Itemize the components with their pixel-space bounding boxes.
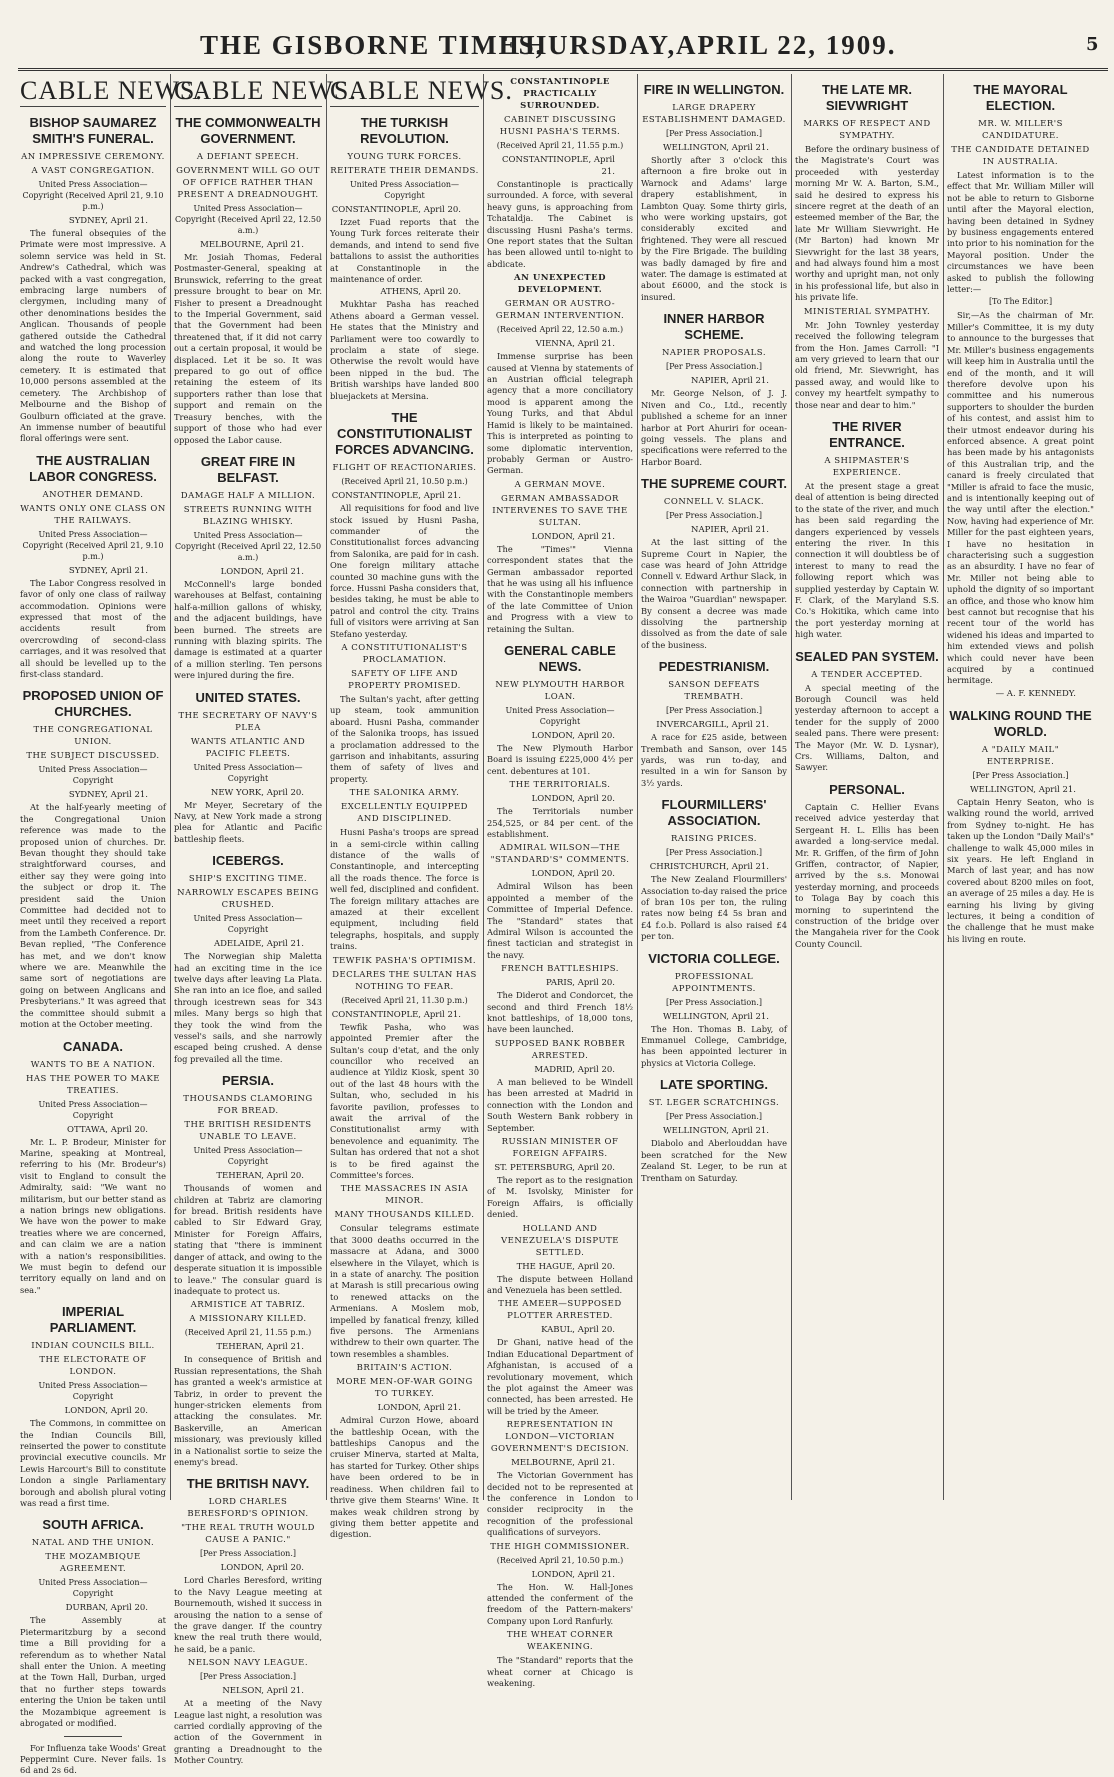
section-masthead: CABLE NEWS. bbox=[20, 76, 203, 105]
press-credit: United Press Association—Copyright bbox=[193, 762, 303, 783]
dateline: CHRISTCHURCH, April 21. bbox=[649, 862, 769, 873]
dateline: LONDON, April 21. bbox=[377, 1403, 461, 1414]
headline: CANADA. bbox=[63, 1038, 123, 1054]
article-body: Captain C. Hellier Evans received advice yesterday that Sergeant H. L. Ellis has been awarded a long-service medal. Mr. R. Griffen, of the firm of John Griffen, contractor, of Napier, arrived by the s.s. Monowai yesterday morning, and proceeds to Tolaga Bay by coach this morning to superintend the construction of the bridge over the Mangaheia river for the Cook County Council. bbox=[795, 801, 939, 949]
subheading: A DEFIANT SPEECH. bbox=[196, 152, 300, 162]
press-credit: [Per Press Association.] bbox=[666, 362, 762, 372]
dateline: ATHENS, April 20. bbox=[380, 287, 461, 298]
subheading: NATAL AND THE UNION. bbox=[31, 1538, 155, 1549]
subheading: LORD CHARLES BERESFORD'S OPINION. bbox=[187, 1497, 309, 1520]
subheading: HAS THE POWER TO MAKE TREATIES. bbox=[25, 1073, 161, 1096]
article-body: Consular telegrams estimate that 3000 deaths occurred in the massacre at Adana, and 3000 elsewhere in the Vilayet, which is in a state of anarchy. The position at Marash is still precarious owing to renewed attacks on the Armenians. A Moslem mob, impelled by fanatical frenzy, killed five persons. The Armenians withdrew to their own quarter. The town resembles a shambles. bbox=[330, 1223, 479, 1359]
headline: THE SUPREME COURT. bbox=[641, 476, 787, 492]
dateline: SYDNEY, April 21. bbox=[68, 216, 148, 226]
dateline: PARIS, April 20. bbox=[545, 978, 615, 989]
article-body: The Assembly at Pietermaritzburg by a second time a Bill providing for a referendum as to whether Natal shall enter the Union. A meeting at the Town Hall, Durban, urged that no further steps towards entering the Union be taken until the Mozambique agreement is abrogated or modified. bbox=[20, 1615, 166, 1729]
subheading: NELSON NAVY LEAGUE. bbox=[187, 1658, 309, 1669]
article-body: All requisitions for food and live stock issued by Husni Pasha, commander of the Constitutionalist forces advancing from Salonika, are paid for in cash. One foreign military attache counted 30 machine guns with the force. Hussni Pasha considers that, besides taking, he must be able to patrol and control the city. Trains full of visitors were arriving at San Stefano yesterday. bbox=[330, 503, 479, 639]
divider-rule bbox=[64, 1736, 122, 1737]
press-credit: United Press Association—Copyright (Received April 22, 12.50 a.m.) bbox=[174, 530, 322, 562]
section-masthead: CABLE NEWS. bbox=[174, 76, 357, 105]
press-credit: [Per Press Association.] bbox=[200, 1672, 296, 1682]
headline: FLOURMILLERS' ASSOCIATION. bbox=[661, 797, 767, 829]
subheading: THE BRITISH RESIDENTS UNABLE TO LEAVE. bbox=[184, 1120, 312, 1143]
subheading: A SHIPMASTER'S EXPERIENCE. bbox=[824, 455, 910, 478]
letter-body: Sir,—As the chairman of Mr. Miller's Committee, it is my duty to announce to the burgesses that Mr. Miller's business engagements will keep him in Australia until the end of the month, and it will therefore devolve upon his committee and his numerous supporters to shoulder the burden of his contest, and assist him to their utmost endeavor during his enforced absence. A great point has been made by his antagonists of this Australian trip, and the canard is freely circulated that "Miller is afraid to face the music, and is intentionally keeping out of the way until after the election." Now, having had experience of Mr. Miller for the past eighteen years, I have no hesitation in characterising such a suggestion as an absurdity. I have no fear of Mr. Miller not being able to uphold the dignity of so important an office, and those who know him best cannot but recognise that his recent tour of the world has widened his ideas and imparted to him extended views and polish which could never have been acquired by a continued hermitage. bbox=[947, 310, 1094, 686]
subheading: MR. W. MILLER'S CANDIDATURE. bbox=[978, 119, 1063, 141]
subheading: NARROWLY ESCAPES BEING CRUSHED. bbox=[177, 888, 319, 911]
article-body: The Commons, in committee on the Indian Councils Bill, reinserted the power to constitute provincial executive councils. Mr Lewis Harcourt's Bill to constitute London a single Parliamentary borough and abolish plural voting was read a first time. bbox=[20, 1418, 166, 1509]
headline: PEDESTRIANISM. bbox=[658, 659, 770, 675]
article-body: At the present stage a great deal of attention is being directed to the state of the river, and much has been said regarding the dangers experienced by vessels entering the river. In this connection it will doubtless be of interest to many to read the following report which was supplied yesterday by Captain W. F. Clark, of the Maryland S.S. Co.'s Hokitika, which came into the port yesterday morning at high water. bbox=[795, 480, 939, 640]
subheading: SUPPOSED BANK ROBBER ARRESTED. bbox=[494, 1038, 626, 1061]
headline: THE AUSTRALIAN LABOR CONGRESS. bbox=[29, 452, 157, 484]
headline: ICEBERGS. bbox=[212, 853, 284, 869]
article-body: At the half-yearly meeting of the Congregational Union reference was made to the proposed union of churches. Dr. Bevan thought they should take straightforward courses, and either say they were going into the subject or drop it. The president said the Union Committee had decided not to meet until they received a report from the Lambeth Conference. Dr. Bevan replied, "The Conference has met, and we don't know where we are. Meanwhile the same sort of negotiations are going on between Anglicans and Presbyterians." It was agreed that the committee should submit a motion at the October meeting. bbox=[20, 802, 166, 1030]
dateline: WELLINGTON, April 21. bbox=[662, 1011, 769, 1022]
dateline: NEW YORK, April 20. bbox=[210, 787, 304, 798]
headline: WALKING ROUND THE WORLD. bbox=[949, 707, 1092, 739]
subheading: MORE MEN-OF-WAR GOING TO TURKEY. bbox=[336, 1377, 473, 1400]
headline: UNITED STATES. bbox=[195, 689, 301, 705]
subheading: ANOTHER DEMAND. bbox=[42, 489, 144, 500]
press-credit: United Press Association—Copyright (Received April 21, 9.10 p.m.) bbox=[22, 529, 164, 561]
subheading: NEW PLYMOUTH HARBOR LOAN. bbox=[495, 679, 625, 702]
press-credit: United Press Association—Copyright bbox=[38, 1578, 148, 1599]
article-body: Dr Ghani, native head of the Indian Educational Department of Afghanistan, is accused of a revolutionary movement, which the plot against the Ameer was connected, has been arrested. He will be tried by the Ameer. bbox=[487, 1337, 633, 1416]
column-4 bbox=[485, 74, 635, 1689]
dateline: TEHERAN, April 20. bbox=[216, 1171, 304, 1182]
subheading: LARGE DRAPERY ESTABLISHMENT DAMAGED. bbox=[642, 103, 786, 125]
article-body: In consequence of British and Russian representations, the Shah has granted a week's armistice at Tabriz, in order to prevent the hunger-stricken elements from attacking the consulates. Mr. Baskerville, an American missionary, was previously killed in a Nationalist sortie to seize the enemy's bread. bbox=[174, 1354, 322, 1467]
subheading: A MISSIONARY KILLED. bbox=[189, 1314, 307, 1325]
article-body: The Norwegian ship Maletta had an exciting time in the ice twelve days after leaving La Plata. She ran into an ice floe, and sailed through icestrewn seas for 343 miles. Many bergs so high that they took the wind from the vessel's sails, and she narrowly escaped being crushed. A dense fog prevailed all the time. bbox=[174, 951, 322, 1064]
dateline: WELLINGTON, April 21. bbox=[662, 1126, 769, 1137]
article-body: The Labor Congress resolved in favor of only one class of railway accommodation. Opinions were expressed that most of the accidents result from overcrowding of second-class carriages, and it was resolved that all should be levelled up to the first-class standard. bbox=[20, 577, 166, 679]
dateline: WELLINGTON, April 21. bbox=[662, 143, 769, 153]
press-credit: [Per Press Association.] bbox=[666, 997, 762, 1007]
column-7 bbox=[945, 74, 1096, 1500]
headline: PROPOSED UNION OF CHURCHES. bbox=[22, 688, 164, 720]
letter-signature: — A. F. KENNEDY. bbox=[995, 688, 1076, 699]
subheading: STREETS RUNNING WITH BLAZING WHISKY. bbox=[183, 504, 313, 527]
column-divider bbox=[637, 74, 638, 1500]
subheading: A CONSTITUTIONALIST'S PROCLAMATION. bbox=[341, 642, 468, 665]
subheading: SAFETY OF LIFE AND PROPERTY PROMISED. bbox=[348, 668, 461, 691]
article-body: Shortly after 3 o'clock this afternoon a fire broke out in Warnock and Adams' large drapery establishment, in Lambton Quay. Some thirty girls, who were working upstairs, got considerably excited and frightened. They were all rescued by the Fire Brigade. The building was badly damaged by fire and water. The damage is estimated at about £6000, and the stock is insured. bbox=[641, 155, 787, 302]
article-body: The Hon. W. Hall-Jones attended the conferment of the freedom of the Pattern-makers' Company upon Lord Ranfurly. bbox=[487, 1581, 633, 1626]
press-credit: [Per Press Association.] bbox=[666, 1112, 762, 1122]
subheading: THE MOZAMBIQUE AGREEMENT. bbox=[45, 1552, 141, 1575]
dateline: CONSTANTINOPLE, April 20. bbox=[331, 205, 461, 215]
subheading: DECLARES THE SULTAN HAS NOTHING TO FEAR. bbox=[332, 969, 477, 992]
subheading: BRITAIN'S ACTION. bbox=[356, 1363, 453, 1374]
dateline: VIENNA, April 21. bbox=[535, 339, 615, 350]
section-masthead: CABLE NEWS. bbox=[330, 76, 513, 105]
dateline: CONSTANTINOPLE, April 21. bbox=[331, 491, 461, 502]
article-body: Constantinople is practically surrounded. A force, with several heavy guns, is approaching from Tchataldja. The Cabinet is discussing Husni Pasha's terms. One report states that the Sultan has been allowed until to-night to abdicate. bbox=[487, 179, 633, 269]
subheading: FLIGHT OF REACTIONARIES. bbox=[332, 463, 477, 474]
issue-day: THURSDAY, bbox=[505, 30, 677, 60]
press-credit: United Press Association—Copyright bbox=[505, 705, 615, 726]
column-divider bbox=[483, 74, 484, 1500]
dateline: OTTAWA, April 20. bbox=[67, 1124, 148, 1135]
subheading: SHIP'S EXCITING TIME. bbox=[188, 874, 308, 885]
letter-heading: [To The Editor.] bbox=[988, 297, 1053, 307]
subheading: GERMAN OR AUSTRO-GERMAN INTERVENTION. bbox=[495, 299, 625, 322]
press-credit: United Press Association—Copyright (Received April 22, 12.50 a.m.) bbox=[174, 204, 322, 235]
subheading: INDIAN COUNCILS BILL. bbox=[31, 1341, 155, 1352]
press-credit: (Received April 21, 10.50 p.m.) bbox=[341, 477, 468, 487]
subheading: NAPIER PROPOSALS. bbox=[661, 348, 767, 359]
dateline: NAPIER, April 21. bbox=[691, 525, 769, 536]
article-body: Latest information is to the effect that Mr. William Miller will not be able to return to Gisborne until after the Mayoral election, having been detained in Sydney by business engagements entered into prior to his nomination for the Mayoral position. Under the circumstances we have been asked to publish the following letter:— bbox=[947, 170, 1094, 295]
subheading: THE AMEER—SUPPOSED PLOTTER ARRESTED. bbox=[498, 1299, 622, 1322]
subheading: SANSON DEFEATS TREMBATH. bbox=[668, 680, 760, 703]
subheading: MINISTERIAL SYMPATHY. bbox=[803, 306, 931, 317]
subheading: ADMIRAL WILSON—THE "STANDARD'S" COMMENTS. bbox=[490, 843, 630, 866]
article-body: The funeral obsequies of the Primate were most impressive. A solemn service was held in St. Andrew's Cathedral, which was packed with a vast congregation, embracing large numbers of clergymen, including many of other denominations besides the Anglican. Thousands of people gathered outside the Cathedral and watched the long procession along the route to Waverley cemetery. It is estimated that 10,000 persons assembled at the cemetery. The Archbishop of Melbourne and the Bishop of Goulburn officiated at the grave. An immense number of beautiful floral offerings were sent. bbox=[20, 228, 166, 444]
masthead bbox=[0, 30, 1114, 70]
subheading: ST. LEGER SCRATCHINGS. bbox=[648, 1098, 780, 1109]
subheading: THE WHEAT CORNER WEAKENING. bbox=[506, 1630, 614, 1653]
article-body: Mr. George Nelson, of J. J. Niven and Co., Ltd., recently published a scheme for an inner harbor at Port Ahuriri for ocean-going vessels. The plans and specifications were referred to the Harbor Board. bbox=[641, 388, 787, 467]
dateline: WELLINGTON, April 21. bbox=[969, 784, 1076, 795]
subheading: A VAST CONGREGATION. bbox=[31, 166, 155, 176]
headline: THE TURKISH REVOLUTION. bbox=[360, 115, 449, 146]
subheading: TEWFIK PASHA'S OPTIMISM. bbox=[332, 955, 477, 966]
press-credit: (Received April 22, 12.50 a.m.) bbox=[496, 325, 624, 335]
article-body: Tewfik Pasha, who was appointed Premier after the Sultan's coup d'etat, and the only councillor who received an audience at Yildiz Kiosk, spent 30 out of the last 48 hours with the Sultan, who, secluded in his favorite pavilion, professes to await the arrival of the Constitutionalist army with benevolence and equanimity. The Sultan has ordered that not a shot is to be fired against the Committee's forces. bbox=[330, 1021, 479, 1180]
headline: GREAT FIRE IN BELFAST. bbox=[200, 453, 296, 485]
subheading: THE CONGREGATIONAL UNION. bbox=[33, 725, 153, 748]
issue-date: APRIL 22, 1909. bbox=[676, 30, 897, 60]
subheading: A "DAILY MAIL" ENTERPRISE. bbox=[981, 744, 1060, 767]
press-credit: [Per Press Association.] bbox=[666, 848, 762, 858]
subheading: AN UNEXPECTED DEVELOPMENT. bbox=[514, 273, 606, 296]
subheading: THE TERRITORIALS. bbox=[509, 780, 611, 791]
subheading: WANTS TO BE A NATION. bbox=[30, 1059, 156, 1070]
dateline: LONDON, April 21. bbox=[220, 566, 304, 577]
article-body: Mukhtar Pasha has reached Athens aboard a German vessel. He states that the Ministry and Parliament were too cowardly to proclaim a state of siege. Otherwise the revolt would have been nipped in the bud. The British warships have landed 800 bluejackets at Mersina. bbox=[330, 299, 479, 401]
article-body: The New Plymouth Harbor Board is issuing £225,000 4½ per cent. debentures at 101. bbox=[487, 742, 633, 776]
dateline: NAPIER, April 21. bbox=[691, 376, 769, 387]
page-number: 5 bbox=[1086, 34, 1099, 55]
article-body: At a meeting of the Navy League last night, a resolution was carried cordially approving of the action of the Government in granting a Dreadnought to the Mother Country. bbox=[174, 1698, 322, 1766]
headline: SOUTH AFRICA. bbox=[42, 1517, 144, 1533]
column-divider bbox=[326, 74, 327, 1500]
dateline: LONDON, April 20. bbox=[220, 1563, 304, 1574]
subheading: THOUSANDS CLAMORING FOR BREAD. bbox=[183, 1094, 313, 1117]
subheading: REITERATE THEIR DEMANDS. bbox=[330, 166, 479, 176]
dateline: SYDNEY, April 21. bbox=[68, 565, 148, 576]
dateline: MELBOURNE, April 21. bbox=[200, 240, 304, 250]
subheading: THE SALONIKA ARMY. bbox=[349, 788, 460, 799]
article-body: The Sultan's yacht, after getting up steam, took ammunition aboard. Husni Pasha, commander of the Salonika troops, has issued a proclamation addressed to the garrison and inhabitants, assuring them of safety of lives and property. bbox=[330, 693, 479, 784]
headline: VICTORIA COLLEGE. bbox=[648, 950, 780, 966]
article-body: The Diderot and Condorcet, the second and third French 18½ knot battleships, of 18,000 tons, have been launched. bbox=[487, 990, 633, 1035]
column-divider bbox=[943, 74, 944, 1500]
article-body: Diabolo and Aberlouddan have been scratched for the New Zealand St. Leger, to be run at Trentham on Saturday. bbox=[641, 1138, 787, 1183]
column-divider bbox=[170, 74, 171, 1500]
headline: LATE SPORTING. bbox=[659, 1077, 769, 1093]
press-credit: United Press Association—Copyright bbox=[38, 1099, 148, 1120]
article-body: The report as to the resignation of M. Isvolsky, Minister for Foreign Affairs, is officially denied. bbox=[487, 1174, 633, 1220]
headline: PERSIA. bbox=[221, 1073, 274, 1089]
dateline: ST. PETERSBURG, April 20. bbox=[494, 1162, 615, 1173]
article-body: McConnell's large bonded warehouses at Belfast, containing half-a-million gallons of whisky, and the adjacent buildings, have been burned. The streets are running with blazing spirits. The damage is estimated at a quarter of a million sterling. Ten persons were injured during the fire. bbox=[174, 578, 322, 681]
press-credit: United Press Association—Copyright (Received April 21, 9.10 p.m.) bbox=[22, 180, 164, 211]
subheading: REPRESENTATION IN LONDON—VICTORIAN GOVERNMENT'S DECISION. bbox=[490, 1420, 630, 1455]
newspaper-title: THE GISBORNE TIMES, bbox=[200, 30, 545, 60]
press-credit: United Press Association—Copyright bbox=[193, 914, 303, 935]
subheading: GERMAN AMBASSADOR INTERVENES TO SAVE THE SULTAN. bbox=[492, 493, 628, 528]
press-credit: United Press Association—Copyright bbox=[193, 1146, 303, 1167]
article-body: The "Standard" reports that the wheat corner at Chicago is weakening. bbox=[487, 1655, 633, 1689]
article-body: The Victorian Government has decided not to be represented at the conference in London to consider reciprocity in the recognition of the professional qualifications of surveyors. bbox=[487, 1470, 633, 1538]
dateline: NELSON, April 21. bbox=[222, 1686, 304, 1697]
subheading: EXCELLENTLY EQUIPPED AND DISCIPLINED. bbox=[341, 802, 468, 825]
article-body: Admiral Wilson has been appointed a member of the Committee of Imperial Defence. The "Standard" states that Admiral Wilson is accounted the finest tactician and strategist in the navy. bbox=[487, 881, 633, 960]
article-body: A man believed to be Windell has been arrested at Madrid in connection with the London and South Western Bank robbery in September. bbox=[487, 1076, 633, 1133]
subheading: MARKS OF RESPECT AND SYMPATHY. bbox=[803, 119, 931, 141]
article-body: The New Zealand Flourmillers' Association to-day raised the price of bran 10s per ton, the ruling rates now being £4 5s bran and £4 f.o.b. Pollard is also raised £4 per ton. bbox=[641, 874, 787, 942]
dateline: LONDON, April 20. bbox=[531, 730, 615, 741]
dateline: MADRID, April 20. bbox=[534, 1064, 615, 1075]
press-credit: [Per Press Association.] bbox=[666, 129, 762, 138]
column-3 bbox=[328, 74, 513, 1540]
subheading: HOLLAND AND VENEZUELA'S DISPUTE SETTLED. bbox=[500, 1223, 619, 1258]
press-credit: United Press Association—Copyright bbox=[349, 180, 460, 200]
headline: THE MAYORAL ELECTION. bbox=[973, 82, 1068, 113]
press-credit: (Received April 21, 10.50 p.m.) bbox=[496, 1555, 624, 1565]
headline: THE LATE MR. SIEVWRIGHT bbox=[821, 82, 913, 113]
dateline: SYDNEY, April 21. bbox=[68, 790, 148, 801]
headline: THE COMMONWEALTH GOVERNMENT. bbox=[175, 115, 321, 146]
headline: THE BRITISH NAVY. bbox=[186, 1476, 310, 1492]
press-credit: [Per Press Association.] bbox=[200, 1549, 296, 1559]
headline: BISHOP SAUMAREZ SMITH'S FUNERAL. bbox=[29, 115, 157, 146]
subheading: THE CANDIDATE DETAINED IN AUSTRALIA. bbox=[951, 145, 1090, 167]
article-body: Lord Charles Beresford, writing to the Navy League meeting at Bournemouth, wished it success in arousing the nation to a sense of the grave danger. If the country knew the real truth there would, he said, be a panic. bbox=[174, 1575, 322, 1654]
subheading: DAMAGE HALF A MILLION. bbox=[180, 490, 316, 501]
column-divider bbox=[791, 74, 792, 1500]
article-body: Immense surprise has been caused at Vienna by statements of an Austrian official telegraph agency that a more conciliatory mood is apparent among the Young Turks, and that Abdul Hamid is likely to be maintained. This is interpreted as pointing to some diplomatic intervention, probably German or Austro-German. bbox=[487, 351, 633, 476]
article-body: Mr Meyer, Secretary of the Navy, at New York made a strong plea for Atlantic and Pacific battleship fleets. bbox=[174, 799, 322, 844]
subheading: FRENCH BATTLESHIPS. bbox=[501, 964, 619, 975]
subheading: THE MASSACRES IN ASIA MINOR. bbox=[340, 1184, 469, 1207]
dateline: CONSTANTINOPLE, April 21. bbox=[502, 155, 615, 177]
dateline: CONSTANTINOPLE, April 21. bbox=[331, 1009, 461, 1020]
article-body: The Hon. Thomas B. Laby, of Emmanuel College, Cambridge, has been appointed lecturer in physics at Victoria College. bbox=[641, 1023, 787, 1068]
column-5 bbox=[639, 74, 789, 1500]
article-body: The "Times'" Vienna correspondent states that the German ambassador reported that he was using all his influence with the Constantinople members of the late Committee of Union and Progress with a view to retaining the Sultan. bbox=[487, 543, 633, 634]
headline: INNER HARBOR SCHEME. bbox=[663, 311, 765, 343]
subheading: "THE REAL TRUTH WOULD CAUSE A PANIC." bbox=[181, 1523, 315, 1546]
article-body: The dispute between Holland and Venezuela has been settled. bbox=[487, 1273, 633, 1295]
dateline: KABUL, April 20. bbox=[541, 1325, 615, 1336]
subheading: A GERMAN MOVE. bbox=[514, 479, 606, 490]
subheading: GOVERNMENT WILL GO OUT OF OFFICE RATHER THAN PRESENT A DREADNOUGHT. bbox=[176, 166, 320, 200]
headline: SEALED PAN SYSTEM. bbox=[795, 648, 939, 664]
subheading: THE HIGH COMMISSIONER. bbox=[490, 1541, 630, 1552]
headline: FIRE IN WELLINGTON. bbox=[643, 82, 785, 97]
subheading: CONNELL V. SLACK. bbox=[663, 497, 765, 508]
press-credit: [Per Press Association.] bbox=[666, 511, 762, 521]
article-body: At the last sitting of the Supreme Court in Napier, the case was heard of John Attridge Connell v. Edward Arthur Slack, in connection with partnership in the Wairoa "Guardian" newspaper. By consent a decree was made dissolving the partnership dissolved as from the date of sale of the business. bbox=[641, 537, 788, 650]
article-body: Mr. L. P. Brodeur, Minister for Marine, speaking at Montreal, referring to his (Mr. Brodeur's) visit to England to consult the Admiralty, said: "We want no militarism, but our better stand as a nation brings new obligations. We have won the power to make treaties where we are concerned, and can claim we are a nation with a nation's responsibilities. We must begin to defend our territory equally on land and on sea." bbox=[20, 1136, 166, 1295]
press-credit: United Press Association—Copyright bbox=[38, 1381, 148, 1402]
column-2 bbox=[172, 74, 357, 1766]
article-body: Captain Henry Seaton, who is walking round the world, arrived from Sydney to-night. He has taken up the London "Daily Mail's" challenge to walk 45,000 miles in six years. He left England in March of last year, and has now covered about 8200 miles on foot, an average of 25 miles a day. He is earning his living by giving lectures, it being a condition of the challenge that he must make his living en route. bbox=[947, 796, 1095, 944]
article-body: Thousands of women and children at Tabriz are clamoring for bread. British residents have cabled to Sir Edward Gray, Minister for Foreign Affairs, stating that "there is imminent danger of attack, and owing to the desperate situation it is impossible to leave." The consular guard is inadequate to protect us. bbox=[174, 1183, 322, 1296]
headline: GENERAL CABLE NEWS. bbox=[504, 642, 616, 674]
article-body: Mr. Josiah Thomas, Federal Postmaster-General, speaking at Brunswick, referring to the great pressure brought to bear on Mr. Fisher to present a Dreadnought to the Imperial Government, said that the Government had been threatened that, if it did not carry out a certain proposal, it would be displaced. Let it be so. It was prepared to go out of office retaining the esteem of its supporters rather than lose that support and remain on the Treasury benches, with the support of those who had ever opposed the Labor cause. bbox=[174, 252, 322, 445]
subheading: PROFESSIONAL APPOINTMENTS. bbox=[672, 971, 756, 994]
article-body: Admiral Curzon Howe, aboard the battleship Ocean, with the battleships Canopus and the cruiser Minerva, started at Malta, has started for Turkey. Other ships have been ordered to be in readiness. When children fail to thrive give them Stearns' Wine. It makes weak children strong by giving them better appetite and digestion. bbox=[330, 1415, 479, 1540]
dateline: THE HAGUE, April 20. bbox=[516, 1261, 615, 1272]
dateline: TEHERAN, April 21. bbox=[216, 1342, 304, 1353]
subheading: THE SUBJECT DISCUSSED. bbox=[26, 751, 160, 762]
headline: PERSONAL. bbox=[829, 781, 905, 797]
article-body: A race for £25 aside, between Trembath and Sanson, over 145 yards, was run to-day, and resulted in a win for Sanson by 3½ yards. bbox=[641, 732, 787, 788]
subheading: CONSTANTINOPLE PRACTICALLY SURROUNDED. bbox=[510, 77, 610, 111]
subheading: MANY THOUSANDS KILLED. bbox=[334, 1210, 475, 1221]
press-credit: (Received April 21, 11.30 p.m.) bbox=[341, 995, 468, 1005]
subheading: RAISING PRICES. bbox=[671, 834, 757, 845]
press-credit: [Per Press Association.] bbox=[972, 770, 1069, 780]
dateline: LONDON, April 21. bbox=[531, 1569, 615, 1580]
subheading: ARMISTICE AT TABRIZ. bbox=[190, 1300, 306, 1311]
article-body: Husni Pasha's troops are spread in a semi-circle within calling distance of the walls of Constantinople, and intercepting all the roads thence. The force is well fed, disciplined and confident. The foreign military attaches are amazed at their excellent equipment, including field telegraphs, hospitals, and supply trains. bbox=[330, 827, 479, 952]
subheading: A TENDER ACCEPTED. bbox=[811, 669, 923, 680]
subheading: RUSSIAN MINISTER OF FOREIGN AFFAIRS. bbox=[501, 1136, 619, 1159]
press-credit: (Received April 21, 11.55 p.m.) bbox=[496, 141, 624, 150]
dateline: LONDON, April 20. bbox=[531, 869, 615, 880]
subheading: WANTS ATLANTIC AND PACIFIC FLEETS. bbox=[190, 736, 306, 759]
headline: THE CONSTITUTIONALIST FORCES ADVANCING. bbox=[335, 410, 474, 458]
press-credit: (Received April 21, 11.55 p.m.) bbox=[184, 1328, 312, 1338]
column-1 bbox=[18, 74, 203, 1776]
advertisement: For Influenza take Woods' Great Peppermint Cure. Never fails. 1s 6d and 2s 6d. bbox=[20, 1742, 166, 1776]
dateline: ADELAIDE, April 21. bbox=[213, 939, 304, 950]
press-credit: [Per Press Association.] bbox=[666, 706, 762, 716]
headline: IMPERIAL PARLIAMENT. bbox=[49, 1304, 137, 1336]
dateline: LONDON, April 20. bbox=[64, 1406, 148, 1417]
article-body: Before the ordinary business of the Magistrate's Court was proceeded with yesterday morning Mr W. A. Barton, S.M., said he desired to express his sincere regret at the death of an esteemed member of the Bar, the late Mr William Sievwright. He (Mr Barton) had known Mr Sievwright for the last 38 years, and had always found him a most worthy and upright man, not only in his professional life, but also in his private life. bbox=[795, 144, 939, 303]
column-6 bbox=[793, 74, 941, 1500]
article-body: A special meeting of the Borough Council was held yesterday afternoon to accept a tender for the supply of 2000 sealed pans. There were present: The Mayor (Mr. W. D. Lysnar), Crs. Williams, Dalton, and Sawyer. bbox=[795, 682, 939, 773]
subheading: AN IMPRESSIVE CEREMONY. bbox=[21, 152, 165, 162]
subheading: THE SECRETARY OF NAVY'S PLEA bbox=[178, 710, 318, 733]
subheading: CABINET DISCUSSING HUSNI PASHA'S TERMS. bbox=[499, 115, 621, 137]
article-body: Mr. John Townley yesterday received the following telegram from the Hon. James Carroll: "I am very grieved to learn that our old friend, Mr. Sievwright, has passed away, and would like to convey my heartfelt sympathy to those near and dear to him." bbox=[795, 319, 939, 410]
dateline: DURBAN, April 20. bbox=[65, 1603, 148, 1614]
headline: THE RIVER ENTRANCE. bbox=[829, 418, 905, 450]
article-body: The Territorials number 254,525, or 84 per cent. of the establishment. bbox=[487, 806, 633, 839]
subheading: THE ELECTORATE OF LONDON. bbox=[39, 1355, 147, 1378]
subheading: WANTS ONLY ONE CLASS ON THE RAILWAYS. bbox=[20, 503, 166, 526]
dateline: INVERCARGILL, April 21. bbox=[656, 720, 769, 731]
subheading: YOUNG TURK FORCES. bbox=[347, 152, 462, 162]
masthead-rule bbox=[18, 68, 1108, 71]
dateline: LONDON, April 20. bbox=[531, 794, 615, 805]
dateline: LONDON, April 21. bbox=[531, 531, 615, 542]
dateline: MELBOURNE, April 21. bbox=[511, 1458, 615, 1469]
press-credit: United Press Association—Copyright bbox=[38, 765, 148, 786]
article-body: Izzet Fuad reports that the Young Turk forces reiterate their demands, and intend to send five battalions to assist the authorities at Constantinople in the maintenance of order. bbox=[330, 217, 479, 285]
